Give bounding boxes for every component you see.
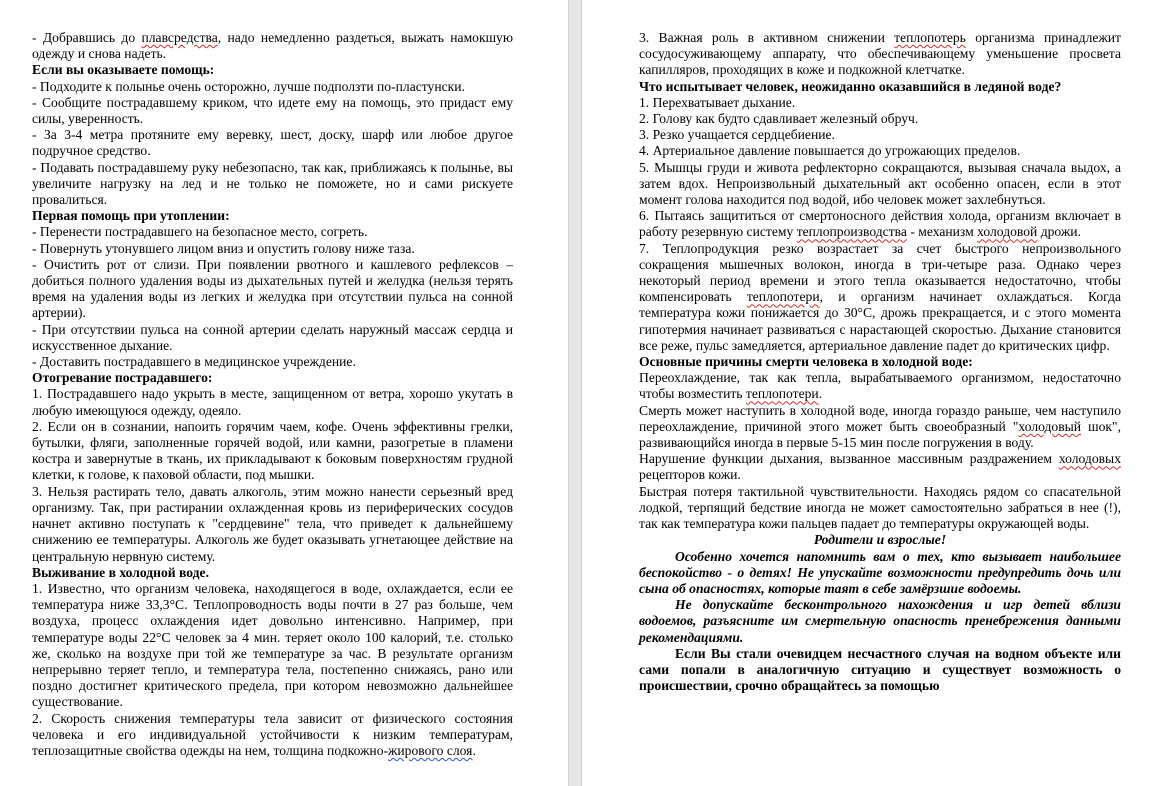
section-heading: Основные причины смерти человека в холодной воде: bbox=[639, 354, 973, 370]
paragraph bbox=[639, 208, 1121, 240]
paragraph bbox=[32, 30, 513, 62]
right-column-text bbox=[639, 30, 1121, 694]
paragraph: - Доставить пострадавшего в медицинское учреждение. bbox=[32, 354, 356, 370]
left-page bbox=[0, 0, 568, 786]
text-run: шок", развивающийся иногда в первые 5-15 мин после погружения в воду. bbox=[639, 418, 1121, 451]
spellcheck-word[interactable]: холодовый bbox=[1018, 418, 1082, 434]
text-run: организма принадлежит сосудосуживающему аппарату, что обеспечивающему уменьшение просвета капилляров, проходящих в коже и подкожной клетчатке. bbox=[639, 30, 1121, 78]
text-run: Нарушение функции дыхания, вызванное массивным раздражением bbox=[639, 451, 1059, 467]
paragraph bbox=[639, 30, 1121, 79]
paragraph: 3. Резко учащается сердцебиение. bbox=[639, 127, 835, 143]
spellcheck-word[interactable]: теплопроизводства bbox=[796, 224, 907, 240]
paragraph: 4. Артериальное давление повышается до угрожающих пределов. bbox=[639, 143, 1021, 159]
spellcheck-word[interactable]: теплопотерь bbox=[894, 30, 966, 45]
section-heading: Что испытывает человек, неожиданно оказавшийся в ледяной воде? bbox=[639, 78, 1062, 94]
text-run: рецепторов кожи. bbox=[639, 467, 741, 483]
text-run: 2. Скорость снижения температуры тела зависит от физического состояния человека и его индивидуальной устойчивости к низким температурам, теплозащитные свойства одежды на нем, толщина подкожно- bbox=[32, 710, 513, 758]
text-run: дрожи. bbox=[1037, 224, 1081, 240]
text-run: Переохлаждение, так как тепла, вырабатываемого организмом, недостаточно чтобы возместить bbox=[639, 370, 1121, 402]
spellcheck-word[interactable]: холодовой bbox=[977, 224, 1038, 240]
paragraph: 3. Нельзя растирать тело, давать алкоголь, этим можно нанести серьезный вред организму. Так, при растирании охлажденная кровь из периферических сосудов начнет активно поступать к "сердцевине" тела, что приведет к дальнейшему снижению ее температуры. Алкоголь же будет оказывать угнетающее действие на центральную нервную систему. bbox=[32, 483, 513, 564]
paragraph bbox=[639, 451, 1121, 483]
paragraph bbox=[639, 241, 1121, 354]
section-heading: Выживание в холодной воде. bbox=[32, 564, 209, 580]
paragraph bbox=[639, 403, 1121, 452]
paragraph: - При отсутствии пульса на сонной артерии сделать наружный массаж сердца и искусственное дыхание. bbox=[32, 321, 513, 353]
text-run: 7. Теплопродукция резко возрастает за счет быстрого непроизвольного сокращения мышечных волокон, иногда в три-четыре раза. Однако через некоторый период времени и этого тепла оказывается недостаточно, чтобы компенсировать bbox=[639, 240, 1121, 305]
paragraph: - Перенести пострадавшего на безопасное место, согреть. bbox=[32, 224, 368, 240]
right-page bbox=[582, 0, 1151, 786]
paragraph: 1. Пострадавшего надо укрыть в месте, защищенном от ветра, хорошо укутать в любую имеющуюся одежду, одеяло. bbox=[32, 386, 513, 418]
section-heading: Отогревание пострадавшего: bbox=[32, 370, 213, 386]
help-notice: Если Вы стали очевидцем несчастного случая на водном объекте или сами попали в аналогичную ситуацию и существует возможность о происшествии, срочно обращайтесь за помощью bbox=[639, 645, 1121, 694]
paragraph: 5. Мышцы груди и живота рефлекторно сокращаются, вызывая сначала выдох, а затем вдох. Непроизвольный дыхательный акт особенно опасен, если в этот момент голова находится под водой, ибо человек может захлебнуться. bbox=[639, 159, 1121, 208]
spellcheck-word[interactable]: плавсредства bbox=[141, 30, 218, 45]
text-run: - механизм bbox=[906, 224, 978, 240]
paragraph bbox=[639, 370, 1121, 402]
paragraph: - Сообщите пострадавшему криком, что идете ему на помощь, это придаст ему силы, уверенность. bbox=[32, 94, 513, 127]
paragraph: - Подавать пострадавшему руку небезопасно, так как, приближаясь к полынье, вы увеличите нагрузку на лед и не только не поможете, но и сами рискуете провалиться. bbox=[32, 159, 513, 208]
grammar-check-word[interactable]: жирового слоя bbox=[388, 742, 473, 758]
paragraph: - Подходите к полынье очень осторожно, лучше подползти по-пластунски. bbox=[32, 78, 465, 94]
paragraph: 1. Перехватывает дыхание. bbox=[639, 94, 796, 110]
text-run: Смерть может наступить в холодной воде, иногда гораздо раньше, чем наступило переохлаждение, причиной этого может быть своеобразный " bbox=[639, 402, 1121, 434]
text-run: 3. Важная роль в активном снижении bbox=[639, 30, 895, 45]
paragraph: Быстрая потеря тактильной чувствительности. Находясь рядом со спасательной лодкой, терпящий бедствие иногда не может самостоятельно забраться в нее (!), так как температура кожи пальцев падает до температуры окружающей воды. bbox=[639, 483, 1121, 532]
text-run: , и организм начинает охлаждаться. Когда температура кожи понижается до 30°С, дрожь прекращается, и с этого момента гипотермия начинает развиваться с нарастающей скоростью. Дыхание становится все реже, пульс замедляется, артериальное давление падет до критических цифр. bbox=[639, 289, 1122, 353]
paragraph: - За 3-4 метра протяните ему веревку, шест, доску, шарф или любое другое подручное средство. bbox=[32, 127, 513, 159]
page-gutter bbox=[568, 0, 582, 786]
paragraph: 2. Если он в сознании, напоить горячим чаем, кофе. Очень эффективны грелки, бутылки, фляги, заполненные горячей водой, или камни, разогретые в пламени костра и завернутые в ткань, их прикладывают к боковым поверхностям грудной клетки, к голове, к паховой области, под мышки. bbox=[32, 418, 513, 483]
appeal-paragraph: Особенно хочется напомнить вам о тех, кто вызывает наибольшее беспокойство - о детях! Не упускайте возможности предупредить дочь или сына об опасностях, которые таят в себе замёрзшие водоемы. bbox=[639, 548, 1121, 596]
appeal-heading: Родители и взрослые! bbox=[813, 532, 947, 548]
left-column-text bbox=[32, 30, 513, 759]
text-run: . bbox=[818, 386, 823, 402]
text-run: . bbox=[472, 742, 476, 758]
spellcheck-word[interactable]: теплопотери bbox=[745, 386, 819, 402]
paragraph: 1. Известно, что организм человека, находящегося в воде, охлаждается, если ее температура ниже 33,3°С. Теплопроводность воды почти в 27 раз больше, чем воздуха, процесс охлаждения идет довольно интенсивно. Например, при температуре воды 22°С человек за 4 мин. теряет около 100 калорий, т.е. столько же, сколько на воздухе при той же температуре за час. В результате организм непрерывно теряет тепло, и температура тела, постепенно снижаясь, рано или поздно достигнет критического предела, при котором невозможно дальнейшее существование. bbox=[32, 580, 513, 710]
paragraph bbox=[32, 711, 513, 760]
paragraph: - Повернуть утонувшего лицом вниз и опустить голову ниже таза. bbox=[32, 240, 415, 256]
spellcheck-word[interactable]: холодовых bbox=[1058, 451, 1121, 467]
paragraph: - Очистить рот от слизи. При появлении рвотного и кашлевого рефлексов – добиться полного удаления воды из дыхательных путей и желудка (нельзя терять время на удаления воды из легких и желудка при отсутствии пульса на сонной артерии). bbox=[32, 256, 513, 321]
spellcheck-word[interactable]: теплопотери bbox=[746, 289, 820, 305]
text-run: 6. Пытаясь защититься от смертоносного действия холода, организм включает в работу резервную систему bbox=[639, 208, 1121, 240]
text-run: - Добравшись до bbox=[32, 30, 142, 45]
paragraph: 2. Голову как будто сдавливает железный обруч. bbox=[639, 111, 919, 127]
section-heading: Если вы оказываете помощь: bbox=[32, 62, 215, 78]
appeal-paragraph: Не допускайте бесконтрольного нахождения и игр детей вблизи водоемов, разъясните им смертельную опасность пренебрежения данными рекомендациями. bbox=[639, 597, 1121, 645]
section-heading: Первая помощь при утоплении: bbox=[32, 208, 230, 224]
text-run: , надо немедленно раздеться, выжать намокшую одежду и снова надеть. bbox=[32, 30, 514, 62]
